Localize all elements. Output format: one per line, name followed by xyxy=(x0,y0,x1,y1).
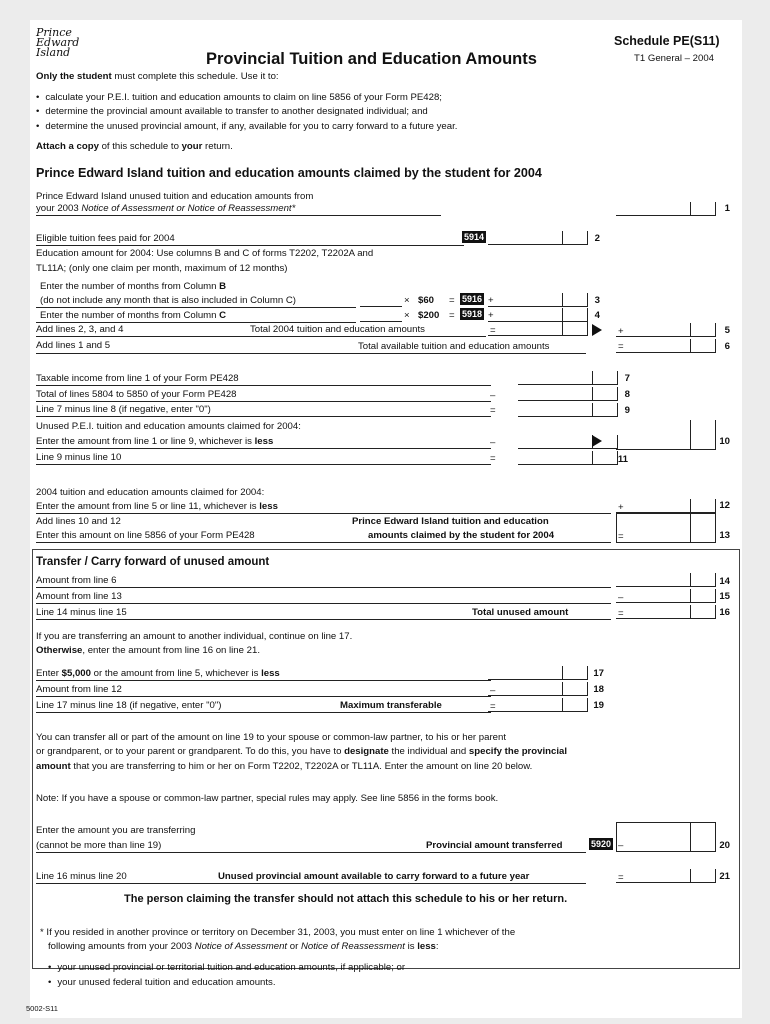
line-number: 18 xyxy=(593,684,604,695)
transfer-warning: The person claiming the transfer should not attach this schedule to his or her return. xyxy=(124,893,568,905)
line-number: 9 xyxy=(624,405,630,416)
line1-field[interactable] xyxy=(616,202,716,216)
equals-sign: = xyxy=(618,531,624,542)
line20-total-label: Provincial amount transferred xyxy=(426,840,563,851)
line17-text: or the amount from line 5, whichever is xyxy=(90,668,262,679)
line-number: 21 xyxy=(719,871,730,882)
line6-rule xyxy=(36,353,586,354)
footnote-bold: less xyxy=(417,941,436,952)
column-b: B xyxy=(219,281,227,292)
line19-rule xyxy=(36,712,491,713)
footnote-text: following amounts from your 2003 xyxy=(48,941,195,952)
line-number: 13 xyxy=(719,530,730,541)
line7-field[interactable] xyxy=(518,371,618,385)
line10-rule xyxy=(36,448,491,449)
line-number: 5 xyxy=(724,325,730,336)
line1-rule xyxy=(36,215,441,216)
line-number: 17 xyxy=(593,668,604,679)
line18-field[interactable] xyxy=(488,682,588,696)
line-number: 2 xyxy=(594,233,600,244)
line10-field[interactable] xyxy=(616,420,716,450)
line5-label: Add lines 2, 3, and 4 xyxy=(36,324,124,335)
line13-label: Add lines 10 and 12 xyxy=(36,516,121,527)
plus-sign: + xyxy=(488,295,494,306)
line8-label: Total of lines 5804 to 5850 of your Form PE428 xyxy=(36,389,237,400)
equals-sign: = xyxy=(618,608,624,619)
plus-sign: + xyxy=(618,326,624,337)
footnote-italic: Notice of Assessment xyxy=(194,941,288,952)
line4-field[interactable] xyxy=(488,308,588,322)
paragraph-text: or grandparent, or to your parent or grandparent. To do this, you have to xyxy=(36,746,345,757)
line4-label xyxy=(40,310,226,321)
footnote-bullet-text: your unused federal tuition and education amounts. xyxy=(57,977,276,988)
line3-months-field[interactable] xyxy=(360,293,402,307)
line8-rule xyxy=(36,401,491,402)
line9-label: Line 7 minus line 8 (if negative, enter "0") xyxy=(36,404,211,415)
paragraph-bold: specify the provincial xyxy=(468,746,568,757)
line10-label: Unused P.E.I. tuition and education amounts claimed for 2004: xyxy=(36,421,301,432)
equals-sign: = xyxy=(490,405,496,416)
line20-label-2: (cannot be more than line 19) xyxy=(36,840,162,851)
line18-rule xyxy=(36,696,491,697)
line20-field[interactable] xyxy=(616,822,716,852)
line-number: 10 xyxy=(719,436,730,447)
footnote-line-1: * If you resided in another province or territory on December 31, 2003, you must enter on line 1 whichever of the xyxy=(40,927,516,938)
line5-subtotal-field[interactable] xyxy=(488,322,588,336)
rate-200: $200 xyxy=(418,310,440,321)
line6-label: Add lines 1 and 5 xyxy=(36,340,111,351)
minus-sign: – xyxy=(490,437,496,448)
line4-months-field[interactable] xyxy=(360,308,402,322)
equals-sign: = xyxy=(618,341,624,352)
line12-bold: less xyxy=(259,501,278,512)
code-5914: 5914 xyxy=(464,232,485,242)
line13-field[interactable] xyxy=(616,513,716,543)
transfer-paragraph-2 xyxy=(36,746,567,757)
paragraph-bold: amount xyxy=(36,761,71,772)
line15-field[interactable] xyxy=(616,589,716,603)
attach-bold: Attach a copy xyxy=(36,141,99,152)
line-number: 6 xyxy=(724,341,730,352)
line21-total-label: Unused provincial amount available to carry forward to a future year xyxy=(218,871,530,882)
line-number: 4 xyxy=(594,310,600,321)
bullet-text: calculate your P.E.I. tuition and education amounts to claim on line 5856 of your Form PE428; xyxy=(45,92,442,103)
paragraph-bold: designate xyxy=(344,746,389,757)
line14-field[interactable] xyxy=(616,573,716,587)
line5-total-label: Total 2004 tuition and education amounts xyxy=(250,324,425,335)
line11-field[interactable] xyxy=(518,451,618,465)
line21-rule xyxy=(36,883,586,884)
line13-rule xyxy=(36,542,611,543)
line13-total-label: Prince Edward Island tuition and education xyxy=(352,516,549,527)
line12-text: Enter the amount from line 5 or line 11, whichever is xyxy=(36,501,260,512)
footnote-line-2 xyxy=(48,941,439,952)
schedule-number: Schedule PE(S11) xyxy=(614,34,720,48)
line5-rule xyxy=(36,336,486,337)
line20-label: Enter the amount you are transferring xyxy=(36,825,196,836)
line17-rule xyxy=(36,680,491,681)
equals-sign: = xyxy=(490,325,496,336)
intro-bullet xyxy=(36,106,428,117)
multiply-sign: × xyxy=(404,310,410,321)
line-number: 16 xyxy=(719,607,730,618)
transfer-instruction: If you are transferring an amount to another individual, continue on line 17. xyxy=(36,631,353,642)
line14-label: Amount from line 6 xyxy=(36,575,117,586)
line10-bold: less xyxy=(254,436,274,447)
line-number: 8 xyxy=(624,389,630,400)
footnote-bullet xyxy=(48,962,405,973)
line3-label-2: (do not include any month that is also included in Column C) xyxy=(40,295,296,306)
line-number: 11 xyxy=(617,454,628,465)
line14-rule xyxy=(36,587,611,588)
line12-label-2 xyxy=(36,501,278,512)
form-number: 5002-S11 xyxy=(26,1004,58,1013)
line6-total-label: Total available tuition and education amounts xyxy=(358,341,550,352)
intro-text: must complete this schedule. Use it to: xyxy=(111,71,279,82)
line18-label: Amount from line 12 xyxy=(36,684,122,695)
line-number: 1 xyxy=(724,203,730,214)
section2-heading: Transfer / Carry forward of unused amount xyxy=(36,556,270,568)
intro-bullet xyxy=(36,92,442,103)
minus-sign: – xyxy=(490,685,496,696)
form-title: Provincial Tuition and Education Amounts xyxy=(206,50,537,68)
line5-field[interactable] xyxy=(616,323,716,337)
equals-sign: = xyxy=(490,453,496,464)
line16-rule xyxy=(36,619,611,620)
code-5920: 5920 xyxy=(591,839,612,849)
footnote-bullet-text: your unused provincial or territorial tuition and education amounts, if applicable; or xyxy=(57,962,406,973)
equals-sign: = xyxy=(449,310,455,321)
paragraph-text: the individual and xyxy=(388,746,469,757)
footnote-italic: Notice of Reassessment xyxy=(300,941,405,952)
line12-rule xyxy=(36,513,611,514)
line2-rule xyxy=(36,245,464,246)
minus-sign: – xyxy=(618,592,624,603)
education-amount-label-2: TL11A; (only one claim per month, maximum of 12 months) xyxy=(36,263,288,274)
section1-heading: Prince Edward Island tuition and education amounts claimed by the student for 2004 xyxy=(36,166,542,180)
line7-label: Taxable income from line 1 of your Form PE428 xyxy=(36,373,239,384)
minus-sign: – xyxy=(618,840,624,851)
line2-label: Eligible tuition fees paid for 2004 xyxy=(36,233,175,244)
code-5916: 5916 xyxy=(462,294,483,304)
schedule-page xyxy=(26,20,742,1018)
bullet-text: determine the unused provincial amount, if any, available for you to carry forward to a future year. xyxy=(45,121,458,132)
line19-field[interactable] xyxy=(488,698,588,712)
equals-sign: = xyxy=(618,872,624,883)
plus-sign: + xyxy=(488,310,494,321)
line15-rule xyxy=(36,603,611,604)
line2-field[interactable] xyxy=(488,231,588,245)
bullet-text: determine the provincial amount available to transfer to another designated individual; and xyxy=(45,106,428,117)
attach-text: of this schedule to xyxy=(98,141,182,152)
transfer-text: , enter the amount from line 16 on line 21. xyxy=(82,645,260,656)
form-subtitle: T1 General – 2004 xyxy=(634,53,715,64)
line7-rule xyxy=(36,385,491,386)
line-number: 19 xyxy=(593,700,604,711)
footnote-text: is xyxy=(404,941,418,952)
line20-rule xyxy=(36,852,586,853)
spouse-note: Note: If you have a spouse or common-law partner, special rules may apply. See line 5856 in the forms book. xyxy=(36,793,499,804)
intro-line xyxy=(36,71,279,82)
pei-logo: Prince Edward Island xyxy=(36,26,80,59)
line11-rule xyxy=(36,464,491,465)
transfer-paragraph-1: You can transfer all or part of the amount on line 19 to your spouse or common-law partner, to his or her parent xyxy=(36,732,506,743)
line-number: 12 xyxy=(719,500,730,511)
rate-60: $60 xyxy=(418,295,435,306)
line1-label-2 xyxy=(36,203,295,214)
line3-text: Enter the number of months from Column xyxy=(40,281,220,292)
paragraph-text: that you are transferring to him or her on Form T2202, T2202A or TL11A. Enter the amount on line 20 below. xyxy=(70,761,533,772)
minus-sign: – xyxy=(490,390,496,401)
line19-total-label: Maximum transferable xyxy=(340,700,442,711)
attach-text: return. xyxy=(202,141,233,152)
line17-bold: less xyxy=(261,668,280,679)
line16-total-label: Total unused amount xyxy=(472,607,569,618)
line-number: 14 xyxy=(719,576,730,587)
arrow-right-icon xyxy=(592,324,602,336)
line21-field[interactable] xyxy=(616,869,716,883)
line6-field[interactable] xyxy=(616,339,716,353)
line1-label: Prince Edward Island unused tuition and education amounts from xyxy=(36,191,314,202)
plus-sign: + xyxy=(618,502,624,513)
footnote-text: : xyxy=(435,941,439,952)
education-amount-label: Education amount for 2004: Use columns B and C of forms T2202, T2202A and xyxy=(36,248,374,259)
line10-text: Enter the amount from line 1 or line 9, whichever is xyxy=(36,436,255,447)
code-5918: 5918 xyxy=(462,309,483,319)
attach-bold: your xyxy=(181,141,203,152)
line12-field[interactable] xyxy=(616,499,716,513)
line16-field[interactable] xyxy=(616,605,716,619)
line12-label: 2004 tuition and education amounts claimed for 2004: xyxy=(36,487,265,498)
line16-label: Line 14 minus line 15 xyxy=(36,607,127,618)
line15-label: Amount from line 13 xyxy=(36,591,122,602)
line1-text: your 2003 xyxy=(36,203,82,214)
line3-field[interactable] xyxy=(488,293,588,307)
line-number: 7 xyxy=(624,373,630,384)
line13-label-2: Enter this amount on line 5856 of your Form PE428 xyxy=(36,530,255,541)
arrow-right-icon xyxy=(592,435,602,447)
otherwise-bold: Otherwise xyxy=(36,645,83,656)
equals-sign: = xyxy=(449,295,455,306)
footnote-text: or xyxy=(287,941,301,952)
intro-bold: Only the student xyxy=(36,71,112,82)
line9-field[interactable] xyxy=(518,403,618,417)
line13-total-label-2: amounts claimed by the student for 2004 xyxy=(368,530,555,541)
transfer-instruction-2 xyxy=(36,645,260,656)
line19-label: Line 17 minus line 18 (if negative, enter "0") xyxy=(36,700,222,711)
transfer-paragraph-3 xyxy=(36,761,532,772)
multiply-sign: × xyxy=(404,295,410,306)
line17-field[interactable] xyxy=(488,666,588,680)
line3-rule xyxy=(36,307,356,308)
line9-rule xyxy=(36,416,491,417)
line17-label xyxy=(36,668,280,679)
line8-field[interactable] xyxy=(518,387,618,401)
line-number: 3 xyxy=(594,295,600,306)
intro-bullet xyxy=(36,121,457,132)
line17-bold: $5,000 xyxy=(61,668,91,679)
line4-text: Enter the number of months from Column xyxy=(40,310,220,321)
line10-subtotal-field[interactable] xyxy=(518,435,618,449)
line4-rule xyxy=(36,322,356,323)
line10-label-2 xyxy=(36,436,273,447)
footnote-bullet xyxy=(48,977,276,988)
line21-label: Line 16 minus line 20 xyxy=(36,871,127,882)
line-number: 15 xyxy=(719,591,730,602)
line-number: 20 xyxy=(719,840,730,851)
line3-label xyxy=(40,281,226,292)
line17-text: Enter xyxy=(36,668,62,679)
line11-label: Line 9 minus line 10 xyxy=(36,452,122,463)
line1-italic: Notice of Assessment or Notice of Reassessment* xyxy=(81,203,296,214)
equals-sign: = xyxy=(490,701,496,712)
attach-instruction xyxy=(36,141,233,152)
column-c: C xyxy=(219,310,227,321)
